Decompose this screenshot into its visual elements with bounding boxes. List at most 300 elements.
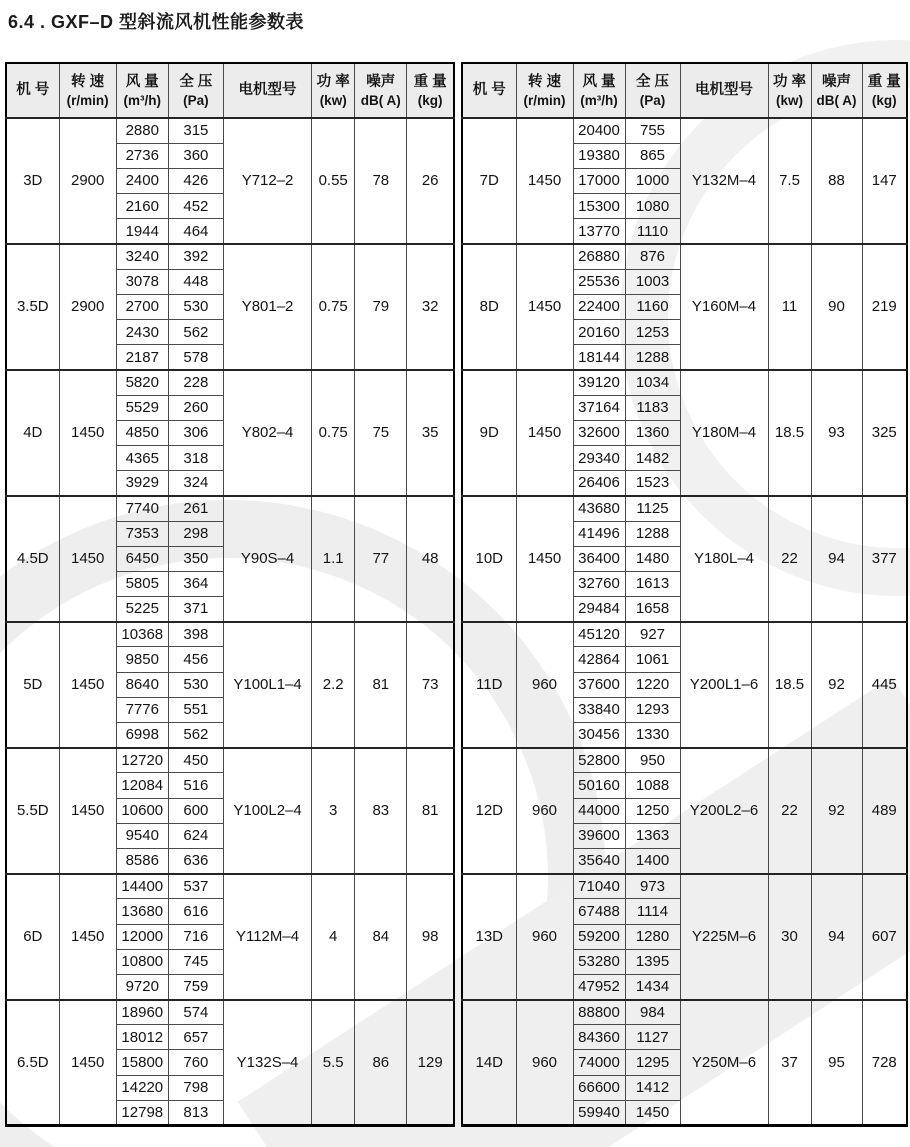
pressure-cell: 1293 <box>625 697 680 722</box>
motor-cell: Y132S–4 <box>223 1000 311 1126</box>
pressure-cell: 1250 <box>625 798 680 823</box>
flow-cell: 71040 <box>573 874 625 899</box>
flow-cell: 1944 <box>116 219 168 244</box>
noise-cell: 77 <box>355 496 407 622</box>
speed-cell: 1450 <box>516 244 573 370</box>
noise-cell: 92 <box>811 622 862 748</box>
motor-cell: Y712–2 <box>223 118 311 244</box>
flow-cell: 32600 <box>573 420 625 445</box>
model-cell: 3.5D <box>6 244 59 370</box>
speed-cell: 960 <box>516 622 573 748</box>
model-cell: 12D <box>462 748 516 874</box>
table-row <box>462 622 907 647</box>
flow-cell: 7776 <box>116 697 168 722</box>
weight-cell: 728 <box>862 1000 907 1126</box>
flow-cell: 67488 <box>573 899 625 924</box>
col-header-label-pressure: 全 压 <box>179 73 213 90</box>
speed-cell: 1450 <box>516 118 573 244</box>
speed-cell: 2900 <box>59 244 116 370</box>
pressure-cell: 261 <box>168 496 223 521</box>
pressure-cell: 364 <box>168 571 223 596</box>
col-header-sub-pressure: (Pa) <box>183 92 209 108</box>
pressure-cell: 315 <box>168 118 223 143</box>
spec-table-left <box>5 62 455 1127</box>
col-header-label-flow: 风 量 <box>125 73 159 90</box>
flow-cell: 50160 <box>573 773 625 798</box>
col-header-label-power: 功 率 <box>316 73 350 90</box>
col-header-power <box>312 63 355 118</box>
spec-table-right <box>461 62 908 1127</box>
flow-cell: 12000 <box>116 924 168 949</box>
flow-cell: 10368 <box>116 622 168 647</box>
weight-cell: 35 <box>407 370 454 496</box>
col-header-pressure <box>625 63 680 118</box>
flow-cell: 84360 <box>573 1025 625 1050</box>
flow-cell: 2187 <box>116 345 168 370</box>
flow-cell: 25536 <box>573 269 625 294</box>
col-header-label-model: 机 号 <box>16 82 50 98</box>
flow-cell: 2430 <box>116 320 168 345</box>
model-cell: 13D <box>462 874 516 1000</box>
flow-cell: 53280 <box>573 949 625 974</box>
speed-cell: 1450 <box>59 622 116 748</box>
pressure-cell: 578 <box>168 345 223 370</box>
pressure-cell: 798 <box>168 1075 223 1100</box>
pressure-cell: 426 <box>168 168 223 193</box>
motor-cell: Y801–2 <box>223 244 311 370</box>
table-row <box>6 496 454 521</box>
noise-cell: 93 <box>811 370 862 496</box>
weight-cell: 489 <box>862 748 907 874</box>
pressure-cell: 574 <box>168 1000 223 1025</box>
flow-cell: 8640 <box>116 672 168 697</box>
col-header-label-weight: 重 量 <box>413 73 447 90</box>
flow-cell: 2400 <box>116 168 168 193</box>
table-row <box>6 244 454 269</box>
col-header-noise <box>355 63 407 118</box>
flow-cell: 20400 <box>573 118 625 143</box>
flow-cell: 6450 <box>116 546 168 571</box>
pressure-cell: 452 <box>168 194 223 219</box>
flow-cell: 59940 <box>573 1100 625 1125</box>
flow-cell: 35640 <box>573 848 625 873</box>
pressure-cell: 562 <box>168 320 223 345</box>
pressure-cell: 360 <box>168 143 223 168</box>
col-header-motor <box>680 63 768 118</box>
flow-cell: 15300 <box>573 194 625 219</box>
power-cell: 1.1 <box>312 496 355 622</box>
col-header-power <box>768 63 811 118</box>
col-header-label-flow: 风 量 <box>582 73 616 90</box>
flow-cell: 13680 <box>116 899 168 924</box>
noise-cell: 94 <box>811 496 862 622</box>
pressure-cell: 1088 <box>625 773 680 798</box>
flow-cell: 17000 <box>573 168 625 193</box>
flow-cell: 18144 <box>573 345 625 370</box>
weight-cell: 26 <box>407 118 454 244</box>
pressure-cell: 1034 <box>625 370 680 395</box>
model-cell: 3D <box>6 118 59 244</box>
flow-cell: 43680 <box>573 496 625 521</box>
motor-cell: Y802–4 <box>223 370 311 496</box>
flow-cell: 5529 <box>116 395 168 420</box>
power-cell: 7.5 <box>768 118 811 244</box>
power-cell: 18.5 <box>768 622 811 748</box>
col-header-sub-speed: (r/min) <box>523 92 566 108</box>
pressure-cell: 1480 <box>625 546 680 571</box>
pressure-cell: 1110 <box>625 219 680 244</box>
pressure-cell: 636 <box>168 848 223 873</box>
weight-cell: 325 <box>862 370 907 496</box>
noise-cell: 94 <box>811 874 862 1000</box>
weight-cell: 73 <box>407 622 454 748</box>
pressure-cell: 1450 <box>625 1100 680 1125</box>
col-header-label-motor: 电机型号 <box>238 82 297 98</box>
flow-cell: 41496 <box>573 521 625 546</box>
pressure-cell: 298 <box>168 521 223 546</box>
table-row <box>462 118 907 143</box>
weight-cell: 445 <box>862 622 907 748</box>
pressure-cell: 716 <box>168 924 223 949</box>
page-title: 6.4 . GXF–D 型斜流风机性能参数表 <box>8 12 305 32</box>
col-header-sub-flow: (m³/h) <box>580 92 618 108</box>
flow-cell: 10600 <box>116 798 168 823</box>
flow-cell: 3240 <box>116 244 168 269</box>
model-cell: 14D <box>462 1000 516 1126</box>
model-cell: 8D <box>462 244 516 370</box>
pressure-cell: 600 <box>168 798 223 823</box>
flow-cell: 66600 <box>573 1075 625 1100</box>
weight-cell: 32 <box>407 244 454 370</box>
motor-cell: Y200L1–6 <box>680 622 768 748</box>
col-header-sub-flow: (m³/h) <box>123 92 162 108</box>
flow-cell: 6998 <box>116 723 168 748</box>
table-row <box>462 370 907 395</box>
pressure-cell: 1613 <box>625 571 680 596</box>
col-header-sub-pressure: (Pa) <box>639 92 666 108</box>
motor-cell: Y132M–4 <box>680 118 768 244</box>
pressure-cell: 1295 <box>625 1050 680 1075</box>
pressure-cell: 1000 <box>625 168 680 193</box>
col-header-speed <box>516 63 573 118</box>
pressure-cell: 1003 <box>625 269 680 294</box>
pressure-cell: 228 <box>168 370 223 395</box>
motor-cell: Y225M–6 <box>680 874 768 1000</box>
pressure-cell: 537 <box>168 874 223 899</box>
weight-cell: 48 <box>407 496 454 622</box>
table-row <box>462 1000 907 1025</box>
flow-cell: 2880 <box>116 118 168 143</box>
table-row <box>462 748 907 773</box>
flow-cell: 20160 <box>573 320 625 345</box>
power-cell: 5.5 <box>312 1000 355 1126</box>
flow-cell: 59200 <box>573 924 625 949</box>
col-header-pressure <box>168 63 223 118</box>
col-header-motor <box>223 63 311 118</box>
pressure-cell: 973 <box>625 874 680 899</box>
power-cell: 18.5 <box>768 370 811 496</box>
col-header-sub-weight: (kg) <box>871 92 897 108</box>
speed-cell: 2900 <box>59 118 116 244</box>
model-cell: 6.5D <box>6 1000 59 1126</box>
col-header-label-speed: 转 速 <box>527 73 562 90</box>
col-header-sub-weight: (kg) <box>417 92 443 108</box>
flow-cell: 32760 <box>573 571 625 596</box>
power-cell: 0.55 <box>312 118 355 244</box>
noise-cell: 84 <box>355 874 407 1000</box>
model-cell: 10D <box>462 496 516 622</box>
model-cell: 11D <box>462 622 516 748</box>
pressure-cell: 450 <box>168 748 223 773</box>
col-header-flow <box>573 63 625 118</box>
flow-cell: 29340 <box>573 445 625 470</box>
pressure-cell: 306 <box>168 420 223 445</box>
pressure-cell: 1183 <box>625 395 680 420</box>
pressure-cell: 1288 <box>625 521 680 546</box>
pressure-cell: 1114 <box>625 899 680 924</box>
flow-cell: 5805 <box>116 571 168 596</box>
noise-cell: 78 <box>355 118 407 244</box>
pressure-cell: 324 <box>168 471 223 496</box>
pressure-cell: 745 <box>168 949 223 974</box>
pressure-cell: 1253 <box>625 320 680 345</box>
model-cell: 4D <box>6 370 59 496</box>
speed-cell: 1450 <box>59 496 116 622</box>
flow-cell: 39120 <box>573 370 625 395</box>
pressure-cell: 984 <box>625 1000 680 1025</box>
flow-cell: 7353 <box>116 521 168 546</box>
pressure-cell: 1658 <box>625 597 680 622</box>
weight-cell: 219 <box>862 244 907 370</box>
pressure-cell: 616 <box>168 899 223 924</box>
table-row <box>462 874 907 899</box>
pressure-cell: 657 <box>168 1025 223 1050</box>
flow-cell: 33840 <box>573 697 625 722</box>
flow-cell: 44000 <box>573 798 625 823</box>
motor-cell: Y100L1–4 <box>223 622 311 748</box>
motor-cell: Y180M–4 <box>680 370 768 496</box>
flow-cell: 36400 <box>573 546 625 571</box>
pressure-cell: 865 <box>625 143 680 168</box>
flow-cell: 30456 <box>573 723 625 748</box>
flow-cell: 4365 <box>116 445 168 470</box>
pressure-cell: 950 <box>625 748 680 773</box>
pressure-cell: 1127 <box>625 1025 680 1050</box>
pressure-cell: 530 <box>168 672 223 697</box>
flow-cell: 8586 <box>116 848 168 873</box>
pressure-cell: 1080 <box>625 194 680 219</box>
col-header-label-speed: 转 速 <box>71 73 105 90</box>
flow-cell: 29484 <box>573 597 625 622</box>
flow-cell: 52800 <box>573 748 625 773</box>
pressure-cell: 456 <box>168 647 223 672</box>
pressure-cell: 1400 <box>625 848 680 873</box>
col-header-label-noise: 噪声 <box>366 73 396 90</box>
col-header-weight <box>862 63 907 118</box>
table-row <box>6 1000 454 1025</box>
weight-cell: 81 <box>407 748 454 874</box>
col-header-flow <box>116 63 168 118</box>
flow-cell: 7740 <box>116 496 168 521</box>
flow-cell: 45120 <box>573 622 625 647</box>
flow-cell: 9540 <box>116 823 168 848</box>
pressure-cell: 760 <box>168 1050 223 1075</box>
noise-cell: 75 <box>355 370 407 496</box>
model-cell: 9D <box>462 370 516 496</box>
noise-cell: 79 <box>355 244 407 370</box>
motor-cell: Y112M–4 <box>223 874 311 1000</box>
flow-cell: 9720 <box>116 974 168 999</box>
speed-cell: 1450 <box>59 1000 116 1126</box>
flow-cell: 5225 <box>116 597 168 622</box>
speed-cell: 1450 <box>59 370 116 496</box>
noise-cell: 90 <box>811 244 862 370</box>
noise-cell: 81 <box>355 622 407 748</box>
noise-cell: 86 <box>355 1000 407 1126</box>
col-header-speed <box>59 63 116 118</box>
flow-cell: 2736 <box>116 143 168 168</box>
col-header-label-motor: 电机型号 <box>695 82 753 98</box>
flow-cell: 18012 <box>116 1025 168 1050</box>
model-cell: 6D <box>6 874 59 1000</box>
flow-cell: 88800 <box>573 1000 625 1025</box>
pressure-cell: 318 <box>168 445 223 470</box>
pressure-cell: 1434 <box>625 974 680 999</box>
table-row <box>6 874 454 899</box>
power-cell: 0.75 <box>312 244 355 370</box>
speed-cell: 1450 <box>59 874 116 1000</box>
speed-cell: 1450 <box>516 370 573 496</box>
model-cell: 5.5D <box>6 748 59 874</box>
col-header-weight <box>407 63 454 118</box>
pressure-cell: 392 <box>168 244 223 269</box>
weight-cell: 377 <box>862 496 907 622</box>
pressure-cell: 876 <box>625 244 680 269</box>
flow-cell: 26880 <box>573 244 625 269</box>
flow-cell: 3929 <box>116 471 168 496</box>
pressure-cell: 260 <box>168 395 223 420</box>
motor-cell: Y90S–4 <box>223 496 311 622</box>
col-header-noise <box>811 63 862 118</box>
col-header-label-power: 功 率 <box>772 73 807 90</box>
power-cell: 11 <box>768 244 811 370</box>
speed-cell: 1450 <box>516 496 573 622</box>
col-header-model <box>462 63 516 118</box>
col-header-model <box>6 63 59 118</box>
table-row <box>6 118 454 143</box>
pressure-cell: 1395 <box>625 949 680 974</box>
pressure-cell: 516 <box>168 773 223 798</box>
pressure-cell: 1330 <box>625 723 680 748</box>
pressure-cell: 813 <box>168 1100 223 1125</box>
weight-cell: 98 <box>407 874 454 1000</box>
flow-cell: 2700 <box>116 294 168 319</box>
weight-cell: 147 <box>862 118 907 244</box>
flow-cell: 12084 <box>116 773 168 798</box>
model-cell: 7D <box>462 118 516 244</box>
flow-cell: 22400 <box>573 294 625 319</box>
pressure-cell: 1482 <box>625 445 680 470</box>
pressure-cell: 1220 <box>625 672 680 697</box>
model-cell: 4.5D <box>6 496 59 622</box>
power-cell: 2.2 <box>312 622 355 748</box>
flow-cell: 74000 <box>573 1050 625 1075</box>
pressure-cell: 1280 <box>625 924 680 949</box>
pressure-cell: 448 <box>168 269 223 294</box>
motor-cell: Y160M–4 <box>680 244 768 370</box>
pressure-cell: 755 <box>625 118 680 143</box>
col-header-sub-power: (kw) <box>319 92 347 108</box>
flow-cell: 13770 <box>573 219 625 244</box>
table-row <box>462 496 907 521</box>
pressure-cell: 551 <box>168 697 223 722</box>
flow-cell: 14400 <box>116 874 168 899</box>
col-header-label-model: 机 号 <box>472 82 506 98</box>
pressure-cell: 1288 <box>625 345 680 370</box>
col-header-label-weight: 重 量 <box>867 73 901 90</box>
flow-cell: 12720 <box>116 748 168 773</box>
pressure-cell: 1523 <box>625 471 680 496</box>
pressure-cell: 1061 <box>625 647 680 672</box>
table-row <box>6 622 454 647</box>
flow-cell: 47952 <box>573 974 625 999</box>
flow-cell: 15800 <box>116 1050 168 1075</box>
motor-cell: Y200L2–6 <box>680 748 768 874</box>
flow-cell: 2160 <box>116 194 168 219</box>
flow-cell: 39600 <box>573 823 625 848</box>
flow-cell: 37600 <box>573 672 625 697</box>
speed-cell: 960 <box>516 1000 573 1126</box>
noise-cell: 88 <box>811 118 862 244</box>
col-header-label-noise: 噪声 <box>822 73 851 90</box>
flow-cell: 18960 <box>116 1000 168 1025</box>
motor-cell: Y180L–4 <box>680 496 768 622</box>
power-cell: 4 <box>312 874 355 1000</box>
speed-cell: 960 <box>516 874 573 1000</box>
power-cell: 3 <box>312 748 355 874</box>
performance-tables <box>5 62 908 1127</box>
speed-cell: 960 <box>516 748 573 874</box>
pressure-cell: 562 <box>168 723 223 748</box>
col-header-sub-noise: dB( A) <box>816 92 857 108</box>
flow-cell: 14220 <box>116 1075 168 1100</box>
col-header-sub-noise: dB( A) <box>360 92 401 108</box>
pressure-cell: 1412 <box>625 1075 680 1100</box>
table-row <box>6 748 454 773</box>
flow-cell: 37164 <box>573 395 625 420</box>
motor-cell: Y250M–6 <box>680 1000 768 1126</box>
table-row <box>6 370 454 395</box>
weight-cell: 129 <box>407 1000 454 1126</box>
model-cell: 5D <box>6 622 59 748</box>
pressure-cell: 1360 <box>625 420 680 445</box>
pressure-cell: 759 <box>168 974 223 999</box>
pressure-cell: 927 <box>625 622 680 647</box>
flow-cell: 9850 <box>116 647 168 672</box>
speed-cell: 1450 <box>59 748 116 874</box>
pressure-cell: 1363 <box>625 823 680 848</box>
pressure-cell: 530 <box>168 294 223 319</box>
flow-cell: 4850 <box>116 420 168 445</box>
pressure-cell: 350 <box>168 546 223 571</box>
power-cell: 37 <box>768 1000 811 1126</box>
noise-cell: 95 <box>811 1000 862 1126</box>
motor-cell: Y100L2–4 <box>223 748 311 874</box>
pressure-cell: 464 <box>168 219 223 244</box>
power-cell: 30 <box>768 874 811 1000</box>
flow-cell: 19380 <box>573 143 625 168</box>
flow-cell: 26406 <box>573 471 625 496</box>
